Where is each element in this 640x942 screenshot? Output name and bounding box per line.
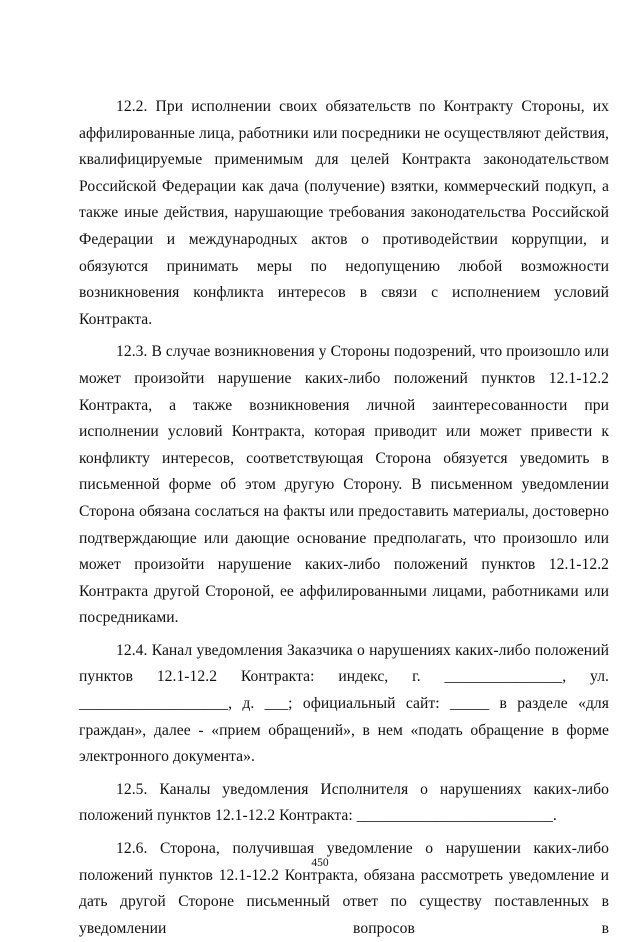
paragraph-12-4: 12.4. Канал уведомления Заказчика о нарушениях каких-либо положений пунктов 12.1-12.2 Контракта: индекс, г. _______________, ул. ___________________, д. ___; официальный сайт: _____ в разделе «для граждан», далее - «прием обращений», в нем «подать обращение в форме электронного документа». [79, 641, 609, 766]
paragraph-12-2: 12.2. При исполнении своих обязательств по Контракту Стороны, их аффилированные лица, работники или посредники не осуществляют действия, квалифицируемые применимым для целей Контракта законодательством Российской Федерации как дача (получение) взятки, коммерческий подкуп, а также иные действия, нарушающие требования законодательства Российской Федерации и международных актов о противодействии коррупции, и обязуются принимать меры по недопущению любой возможности возникновения конфликта интересов в связи с исполнением условий Контракта. [79, 98, 609, 328]
paragraph-12-6: 12.6. Сторона, получившая уведомление о нарушении каких-либо положений пунктов 12.1-12.2 Контракта, обязана рассмотреть уведомление и дать другой Стороне письменный ответ по существу поставленных в уведомлении вопросов в [79, 840, 609, 937]
paragraph-12-5: 12.5. Каналы уведомления Исполнителя о нарушениях каких-либо положений пунктов 12.1-12.2 Контракта: _________________________. [79, 780, 609, 825]
document-body [79, 94, 609, 942]
page-number: 450 [311, 857, 329, 869]
paragraph-12-3: 12.3. В случае возникновения у Стороны подозрений, что произошло или может произойти нарушение каких-либо положений пунктов 12.1-12.2 Контракта, а также возникновения личной заинтересованности при исполнении условий Контракта, которая приводит или может привести к конфликту интересов, соответствующая Сторона обязуется уведомить в письменной форме об этом другую Сторону. В письменном уведомлении Сторона обязана сослаться на факты или предоставить материалы, достоверно подтверждающие или дающие основание предполагать, что произошло или может произойти нарушение каких-либо положений пунктов 12.1-12.2 Контракта другой Стороной, ее аффилированными лицами, работниками или посредниками. [79, 343, 609, 627]
